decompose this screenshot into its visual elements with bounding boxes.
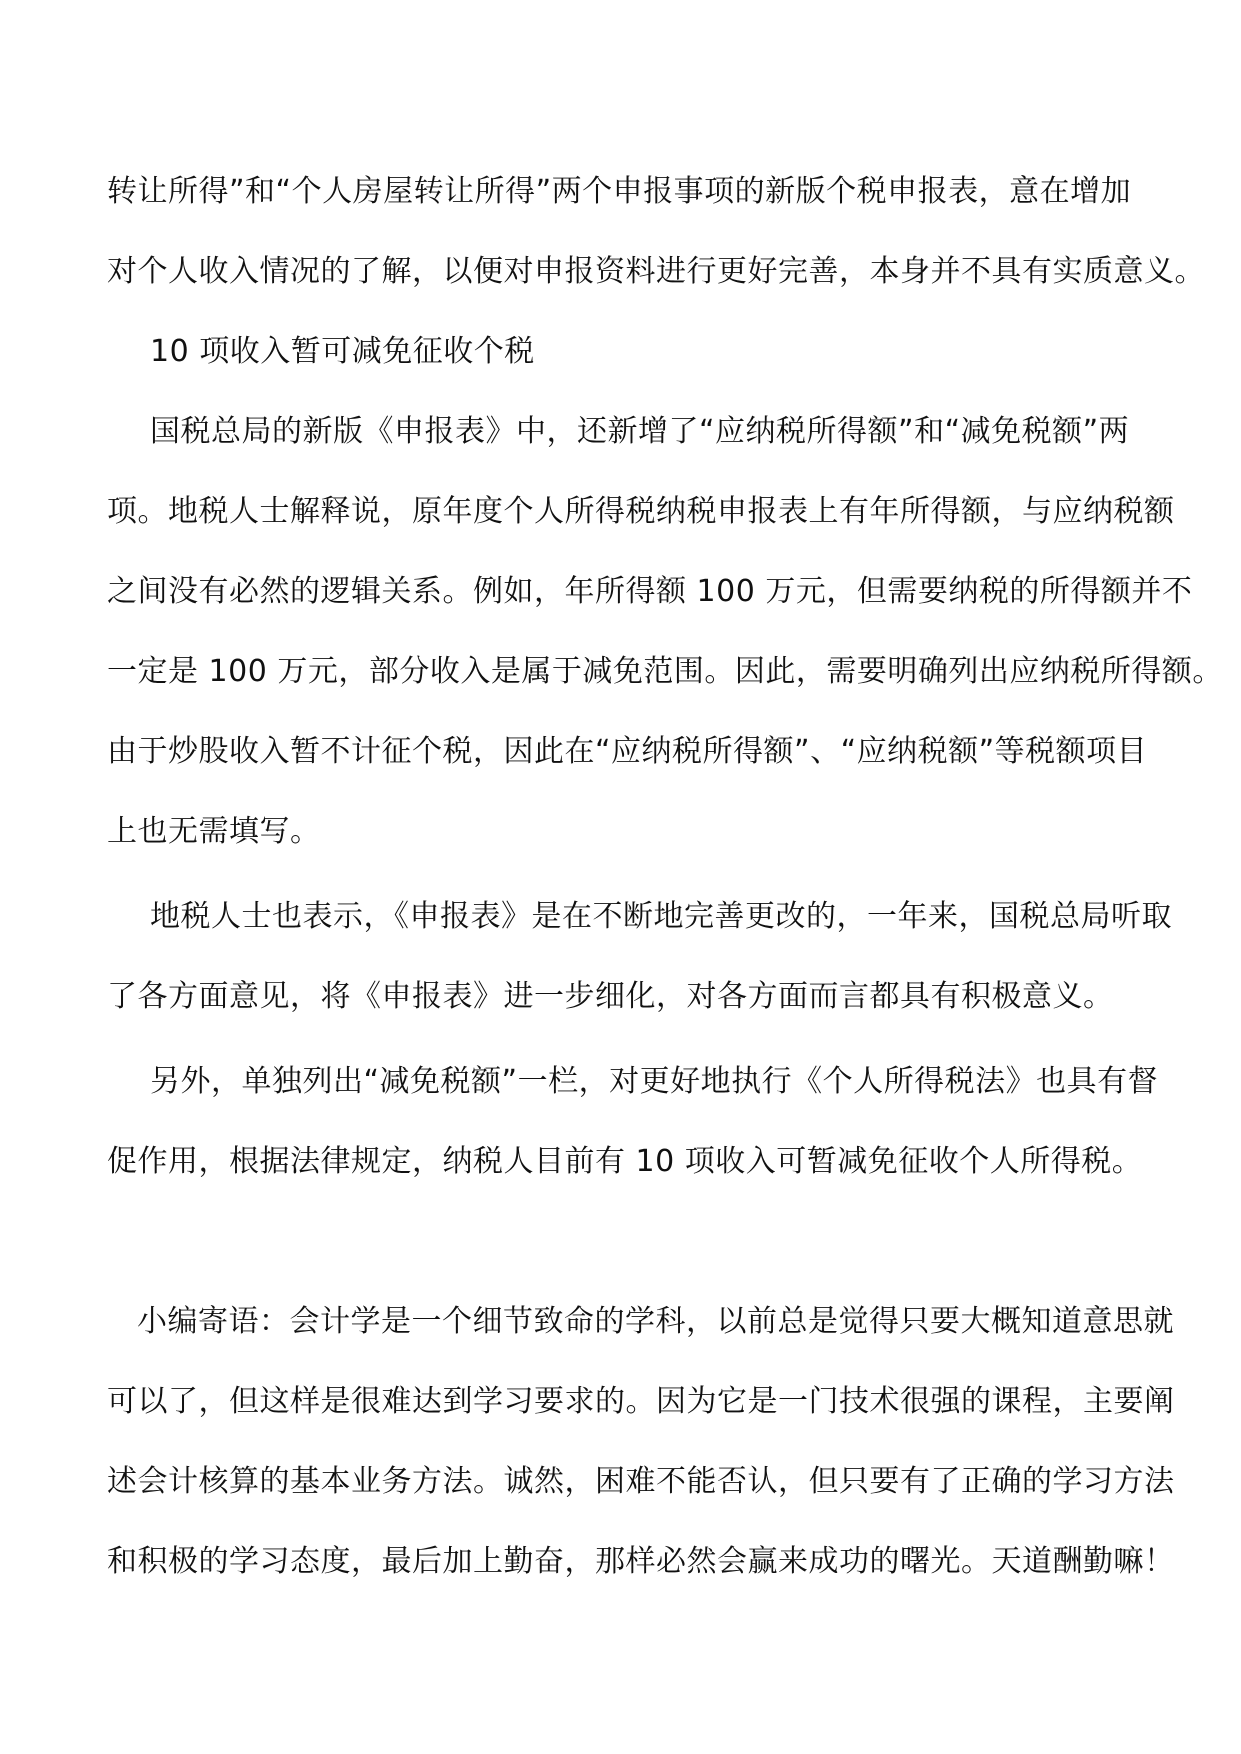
editor-note-line: 小编寄语：会计学是一个细节致命的学科，以前总是觉得只要大概知道意思就 — [137, 1304, 1174, 1339]
body-text-line: 由于炒股收入暂不计征个税，因此在“应纳税所得额”、“应纳税额”等税额项目 — [107, 734, 1148, 769]
body-text-line: 之间没有必然的逻辑关系。例如，年所得额 100 万元，但需要纳税的所得额并不 — [107, 574, 1193, 609]
body-text-line: 项。地税人士解释说，原年度个人所得税纳税申报表上有年所得额，与应纳税额 — [107, 494, 1175, 529]
editor-note-line: 述会计核算的基本业务方法。诚然，困难不能否认，但只要有了正确的学习方法 — [107, 1464, 1175, 1499]
editor-note-line: 和积极的学习态度，最后加上勤奋，那样必然会赢来成功的曙光。天道酬勤嘛！ — [107, 1544, 1175, 1579]
section-heading: 10 项收入暂可减免征收个税 — [150, 334, 535, 369]
body-text-line: 了各方面意见，将《申报表》进一步细化，对各方面而言都具有积极意义。 — [107, 979, 1114, 1014]
body-text-line: 一定是 100 万元，部分收入是属于减免范围。因此，需要明确列出应纳税所得额。 — [107, 654, 1223, 689]
body-text-line: 上也无需填写。 — [107, 814, 321, 849]
editor-note-line: 可以了，但这样是很难达到学习要求的。因为它是一门技术很强的课程，主要阐 — [107, 1384, 1175, 1419]
body-text-line: 国税总局的新版《申报表》中，还新增了“应纳税所得额”和“减免税额”两 — [150, 414, 1130, 449]
body-text-line: 地税人士也表示，《申报表》是在不断地完善更改的，一年来，国税总局听取 — [150, 899, 1172, 934]
body-text-line: 对个人收入情况的了解，以便对申报资料进行更好完善，本身并不具有实质意义。 — [107, 254, 1205, 289]
body-text-line: 另外，单独列出“减免税额”一栏，对更好地执行《个人所得税法》也具有督 — [150, 1064, 1159, 1099]
body-text-line: 转让所得”和“个人房屋转让所得”两个申报事项的新版个税申报表，意在增加 — [107, 174, 1132, 209]
body-text-line: 促作用，根据法律规定，纳税人目前有 10 项收入可暂减免征收个人所得税。 — [107, 1144, 1143, 1179]
